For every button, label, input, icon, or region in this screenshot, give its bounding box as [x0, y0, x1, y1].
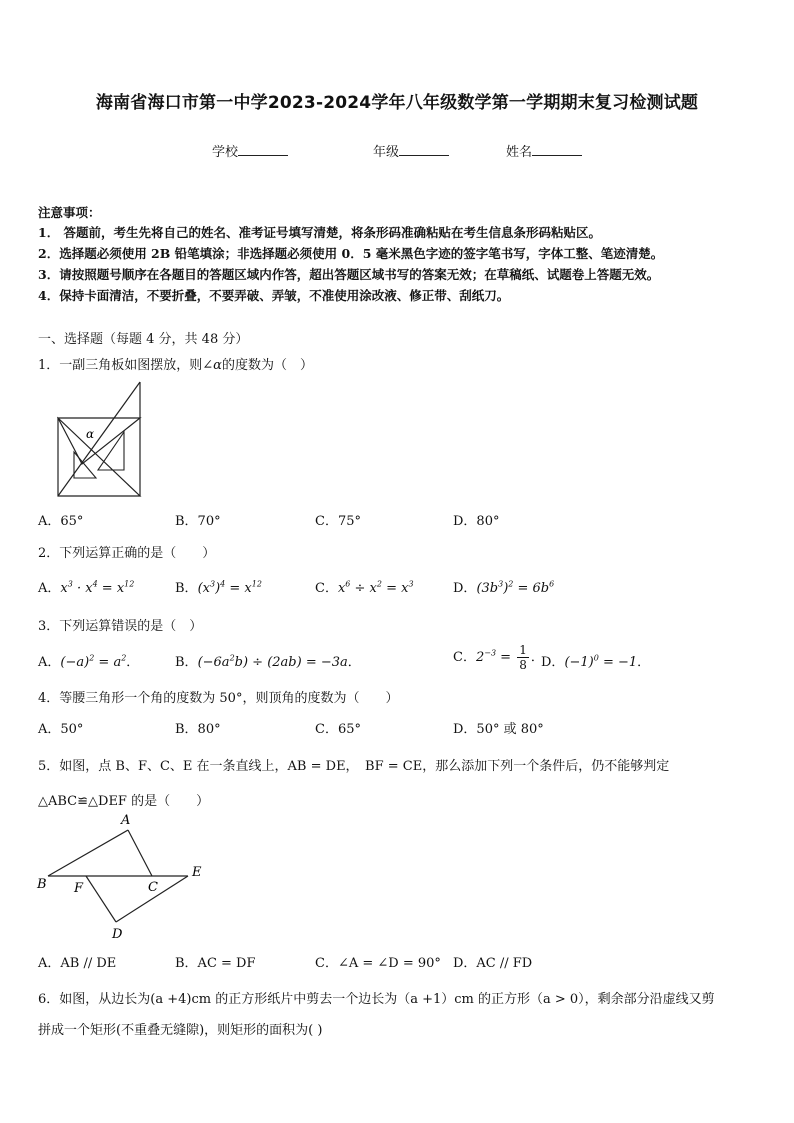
q1-stem-prefix: 1．一副三角板如图摆放，则: [38, 358, 203, 373]
q1-option-c[interactable]: C．75°: [315, 514, 361, 529]
q1-option-b[interactable]: B．70°: [175, 514, 221, 529]
grade-blank[interactable]: [399, 143, 449, 156]
point-e-label: E: [192, 865, 202, 880]
question-6-line1: 6．如图，从边长为(a +4)cm 的正方形纸片中剪去一个边长为（a +1）cm 的正方形（a > 0），剩余部分沿虚线又剪: [38, 992, 715, 1007]
q5-option-a[interactable]: A．AB // DE: [38, 956, 117, 971]
option-letter: A．: [38, 581, 61, 596]
alpha-label: α: [86, 427, 95, 441]
q5-option-d[interactable]: D．AC // FD: [453, 956, 533, 971]
option-letter: D．: [541, 655, 565, 670]
q5-option-b[interactable]: B．AC = DF: [175, 956, 256, 971]
notice-item: 3．请按照题号顺序在各题目的答题区域内作答，超出答题区域书写的答案无效；在草稿纸、试题卷上答题无效。: [38, 267, 660, 282]
triangle-rulers-figure: [52, 380, 152, 500]
q1-option-d[interactable]: D．80°: [453, 514, 500, 529]
point-b-label: B: [37, 877, 47, 892]
question-6-line2: 拼成一个矩形(不重叠无缝隙)，则矩形的面积为( ): [38, 1023, 323, 1038]
point-a-label: A: [121, 813, 131, 828]
q4-option-c[interactable]: C．65°: [315, 722, 361, 737]
q2-option-d[interactable]: D．$(3b^3)^2 = 6b^6$: [453, 579, 555, 596]
option-letter: B．: [175, 581, 198, 596]
question-2-stem: 2．下列运算正确的是（ ）: [38, 546, 216, 561]
q3-option-c[interactable]: C．$2^{-3}$ = $\frac{1}{8}$ ．: [453, 643, 544, 672]
point-f-label: F: [74, 881, 84, 896]
question-5-stem-line1: 5．如图，点 B、F、C、E 在一条直线上，AB = DE， BF = CE，那么添加下列一个条件后，仍不能够判定: [38, 759, 670, 774]
page-title: 海南省海口市第一中学2023-2024学年八年级数学第一学期期末复习检测试题: [95, 93, 699, 113]
grade-field: [373, 141, 449, 160]
q2-option-b[interactable]: B．$(x^3)^4 = x^{12}$: [175, 579, 262, 596]
option-letter: B．: [175, 655, 198, 670]
q1-stem-suffix: 的度数为（ ）: [221, 358, 313, 373]
option-letter: C．: [315, 581, 338, 596]
notice-heading: 注意事项：: [38, 205, 101, 220]
school-label: 学校: [212, 145, 239, 160]
question-1-stem: [38, 354, 313, 373]
option-letter: C．: [453, 650, 476, 665]
school-blank[interactable]: [238, 143, 288, 156]
notice-item: 1． 答题前，考生先将自己的姓名、准考证号填写清楚，将条形码准确粘贴在考生信息条形码粘贴区。: [38, 225, 602, 240]
grade-label: 年级: [373, 145, 400, 160]
q3-option-b[interactable]: B．$(-6a^2b) \div (2ab) = -3a$．: [175, 653, 361, 670]
name-blank[interactable]: [532, 143, 582, 156]
question-3-stem: 3．下列运算错误的是（ ）: [38, 619, 203, 634]
question-5-stem-line2: △ABC≌△DEF 的是（ ）: [38, 794, 210, 809]
option-letter: D．: [453, 581, 477, 596]
name-field: [506, 141, 582, 160]
q1-option-a[interactable]: A．65°: [38, 514, 84, 529]
q4-option-a[interactable]: A．50°: [38, 722, 84, 737]
q2-option-a[interactable]: A．$x^3 \cdot x^4 = x^{12}$: [38, 579, 135, 596]
q5-option-c[interactable]: C．∠A = ∠D = 90°: [315, 956, 441, 971]
congruent-triangles-figure: [34, 810, 214, 945]
school-field: [212, 141, 288, 160]
option-letter: A．: [38, 655, 61, 670]
point-d-label: D: [112, 927, 123, 942]
q4-option-b[interactable]: B．80°: [175, 722, 221, 737]
section-heading: 一、选择题（每题 4 分，共 48 分）: [38, 332, 249, 347]
q1-angle: ∠α: [202, 358, 222, 373]
q4-option-d[interactable]: D．50° 或 80°: [453, 722, 544, 737]
q3-option-a[interactable]: A．$(-a)^2 = a^2$．: [38, 653, 140, 670]
question-4-stem: 4．等腰三角形一个角的度数为 50°，则顶角的度数为（ ）: [38, 691, 399, 706]
q3-option-d[interactable]: D．$(-1)^0 = -1$．: [541, 653, 651, 670]
name-label: 姓名: [506, 145, 533, 160]
point-c-label: C: [148, 880, 158, 895]
notice-item: 4．保持卡面清洁，不要折叠，不要弄破、弄皱，不准使用涂改液、修正带、刮纸刀。: [38, 288, 510, 303]
notice-item: 2．选择题必须使用 2B 铅笔填涂；非选择题必须使用 0．5 毫米黑色字迹的签字笔书写，字体工整、笔迹清楚。: [38, 246, 664, 261]
q2-option-c[interactable]: C．$x^6 \div x^2 = x^3$: [315, 579, 414, 596]
